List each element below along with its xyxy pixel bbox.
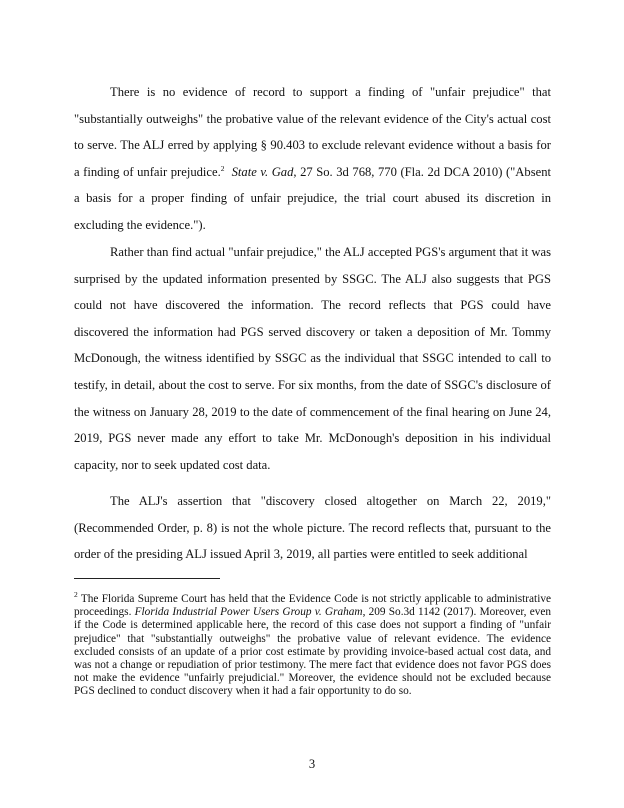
- body-paragraph-3: [74, 488, 551, 568]
- footnote-separator: [74, 578, 220, 579]
- paragraph-1-text: There is no evidence of record to support a finding of "unfair prejudice" that "substantially outweighs" the probative value of the relevant evidence of the City's actual cost to serve. The ALJ erred by applying § 90.403 to exclude relevant evidence without a basis for a finding of unfair prejudice.: [74, 85, 551, 179]
- footnote: [74, 590, 552, 699]
- paragraph-1-text-cont: , 27 So. 3d 768, 770 (Fla. 2d DCA 2010) ("Absent a basis for a proper finding of unfair prejudice, the trial court abused its discretion in excluding the evidence.").: [74, 164, 551, 232]
- footnote-text: The Florida Supreme Court has held that the Evidence Code is not strictly applicable to administrative proceedings.: [74, 593, 551, 619]
- footnote-number: 2: [74, 590, 78, 600]
- paragraph-2-text: Rather than find actual "unfair prejudice," the ALJ accepted PGS's argument that it was surprised by the updated information presented by SSGC. The ALJ also suggests that PGS could not have discovered the information. The record reflects that PGS could have discovered the information had PGS served discovery or taken a deposition of Mr. Tommy McDonough, the witness identified by SSGC as the individual that SSGC intended to call to testify, in detail, about the cost to serve. For six months, from the date of SSGC's disclosure of the witness on January 28, 2019 to the date of commencement of the final hearing on June 24, 2019, PGS never made any effort to take Mr. McDonough's deposition in his individual capacity, nor to seek updated cost data.: [74, 245, 551, 472]
- body-paragraph-2: [74, 239, 551, 478]
- paragraph-3-text: The ALJ's assertion that "discovery closed altogether on March 22, 2019," (Recommended Order, p. 8) is not the whole picture. The record reflects that, pursuant to the order of the presiding ALJ issued April 3, 2019, all parties were entitled to seek additional: [74, 494, 551, 562]
- footnote-text-cont: , 209 So.3d 1142 (2017). Moreover, even if the Code is determined applicable here, the record of this case does not support a finding of "unfair prejudice" that "substantially outweighs" the probative value of relevant evidence. The evidence excluded consists of an update of a prior cost estimate by providing invoice-based actual cost data, and was not a change or repudiation of prior testimony. The mere fact that evidence does not favor PGS does not make the evidence "unfairly prejudicial." Moreover, the evidence should not be excluded because PGS declined to conduct discovery when it had a fair opportunity to do so.: [74, 606, 552, 698]
- case-citation: State v. Gad: [231, 164, 294, 179]
- footnote-case-citation: Florida Industrial Power Users Group v. Graham: [134, 606, 363, 619]
- page-number: 3: [308, 757, 316, 771]
- body-paragraph-1: [74, 79, 551, 239]
- footnote-reference: 2: [220, 163, 225, 173]
